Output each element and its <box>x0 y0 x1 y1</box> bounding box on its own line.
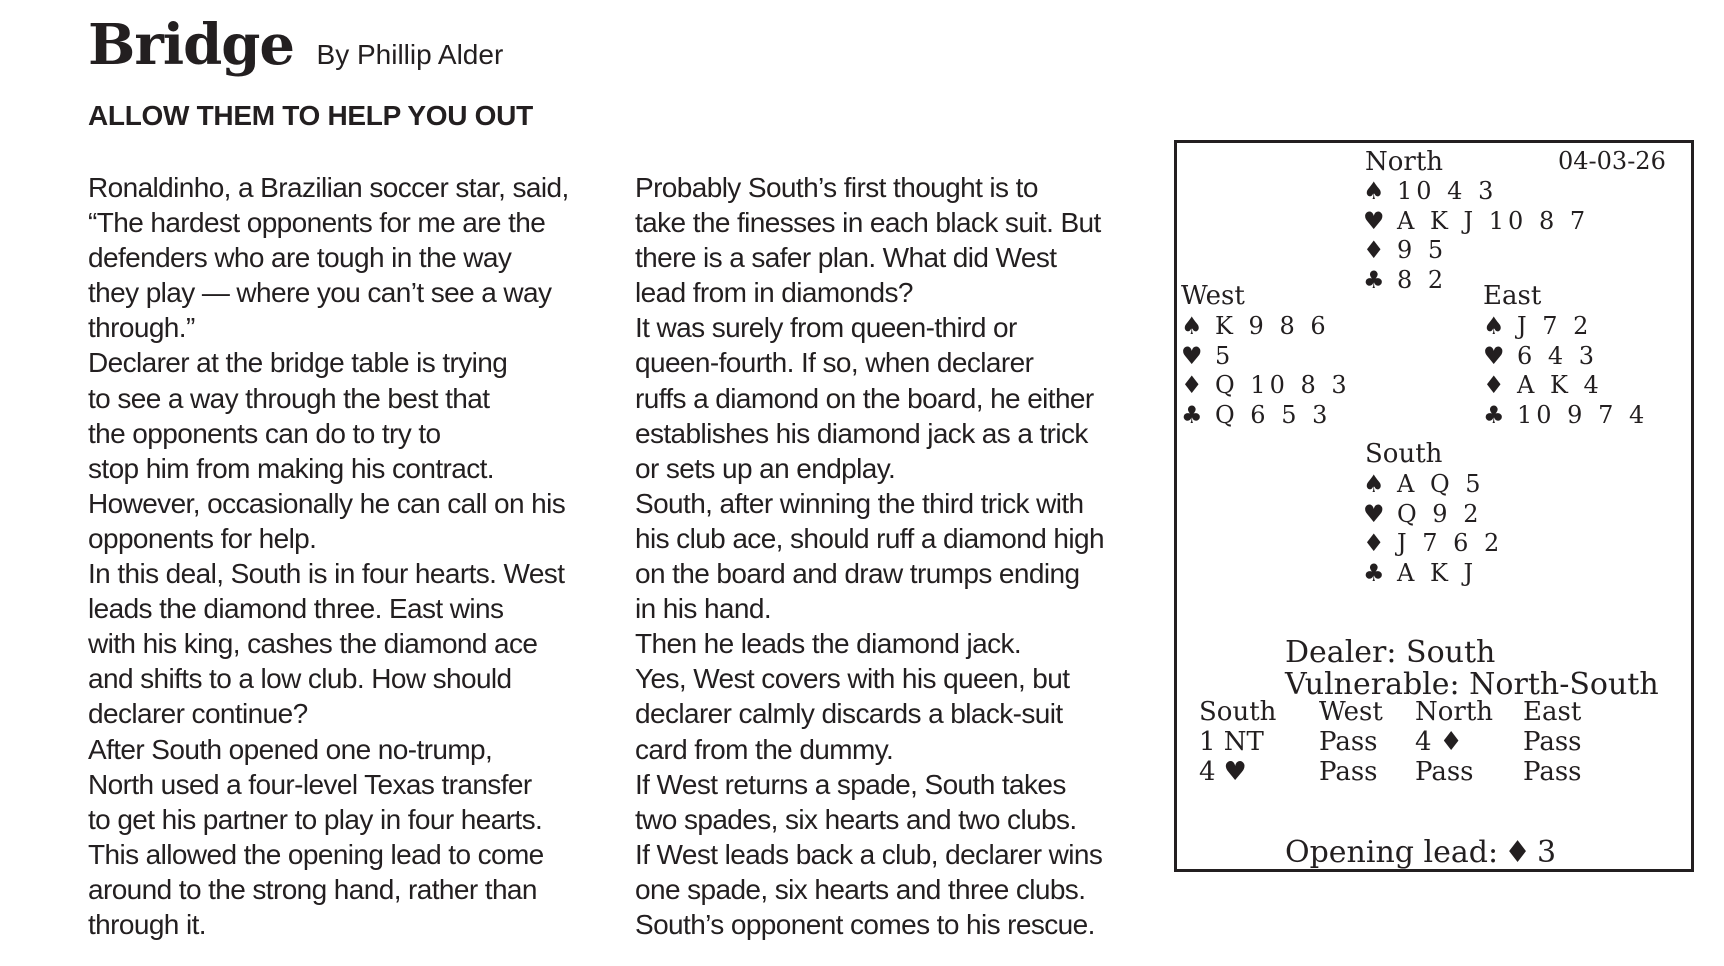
east-hearts-row <box>1483 341 1598 371</box>
dealer-info: Dealer: South <box>1285 635 1496 670</box>
bid-text: Pass <box>1319 757 1378 787</box>
auction-bid <box>1415 727 1463 757</box>
west-spades-row <box>1181 311 1330 341</box>
spade-suit-icon: ♠ <box>1363 177 1385 205</box>
column-title: Bridge <box>88 12 295 78</box>
text-line: around to the strong hand, rather than <box>88 873 537 905</box>
byline: By Phillip Alder <box>316 39 504 70</box>
text-line: lead from in diamonds? <box>635 277 913 309</box>
text-line: ruffs a diamond on the board, he either <box>635 382 1094 414</box>
east-diamonds-row <box>1483 370 1603 400</box>
diamond-suit-icon: ♦ <box>1504 835 1531 870</box>
deal-date: 04-03-26 <box>1558 147 1666 175</box>
auction-bid <box>1523 757 1582 787</box>
auction-header: North <box>1415 697 1494 727</box>
text-line: “The hardest opponents for me are the <box>88 207 546 239</box>
auction-bid <box>1199 727 1264 757</box>
text-line: two spades, six hearts and two clubs. <box>635 803 1077 835</box>
south-diamonds-cards: J 7 6 2 <box>1397 529 1504 557</box>
text-line: to get his partner to play in four hearts. <box>88 803 543 835</box>
auction-bid <box>1523 727 1582 757</box>
north-diamonds-cards: 9 5 <box>1397 236 1448 264</box>
west-diamonds-cards: Q 10 8 3 <box>1215 371 1351 399</box>
vulnerability-info: Vulnerable: North-South <box>1285 667 1659 702</box>
club-suit-icon: ♣ <box>1181 400 1203 429</box>
heart-suit-icon: ♥ <box>1223 757 1247 787</box>
text-line: Declarer at the bridge table is trying <box>88 347 508 379</box>
east-diamonds-cards: A K 4 <box>1517 371 1603 399</box>
text-line: leads the diamond three. East wins <box>88 593 504 625</box>
text-line: declarer continue? <box>88 698 308 730</box>
text-line: on the board and draw trumps ending <box>635 558 1080 590</box>
north-hearts-cards: A K J 10 8 7 <box>1397 206 1590 235</box>
east-spades-row <box>1483 311 1592 341</box>
south-diamonds-row <box>1363 528 1503 558</box>
west-label: West <box>1181 281 1245 311</box>
club-suit-icon: ♣ <box>1483 400 1505 429</box>
article-column-2 <box>635 170 1155 942</box>
west-hearts-cards: 5 <box>1215 341 1235 370</box>
text-line: It was surely from queen-third or <box>635 312 1017 344</box>
text-line: defenders who are tough in the way <box>88 242 512 274</box>
text-line: South, after winning the third trick with <box>635 487 1084 519</box>
west-clubs-row <box>1181 400 1331 430</box>
west-hearts-row <box>1181 341 1234 371</box>
north-spades-cards: 10 4 3 <box>1397 177 1498 205</box>
opening-lead-card: 3 <box>1536 835 1557 870</box>
bridge-deal-diagram <box>1174 140 1694 872</box>
south-clubs-cards: A K J <box>1397 558 1478 587</box>
bid-text: Pass <box>1523 757 1582 787</box>
north-clubs-cards: 8 2 <box>1397 265 1448 294</box>
opening-lead-label: Opening lead: <box>1285 835 1499 870</box>
text-line: However, occasionally he can call on his <box>88 487 566 519</box>
heart-suit-icon: ♥ <box>1363 206 1385 235</box>
text-line: South’s opponent comes to his rescue. <box>635 908 1095 940</box>
heart-suit-icon: ♥ <box>1363 499 1385 528</box>
text-line: This allowed the opening lead to come <box>88 838 544 870</box>
auction-bid <box>1415 757 1474 787</box>
headline: ALLOW THEM TO HELP YOU OUT <box>88 100 533 131</box>
text-line: his club ace, should ruff a diamond high <box>635 522 1104 554</box>
east-clubs-row <box>1483 400 1648 430</box>
text-line: through.” <box>88 312 195 344</box>
bid-text: 4 <box>1199 757 1216 787</box>
diamond-suit-icon: ♦ <box>1363 529 1385 557</box>
text-line: card from the dummy. <box>635 733 894 765</box>
text-line: Then he leads the diamond jack. <box>635 628 1022 660</box>
text-line: stop him from making his contract. <box>88 452 494 484</box>
south-spades-row <box>1363 469 1485 499</box>
auction-bid <box>1199 757 1247 787</box>
heart-suit-icon: ♥ <box>1483 341 1505 370</box>
auction-header: West <box>1319 697 1383 727</box>
text-line: If West returns a spade, South takes <box>635 768 1066 800</box>
south-spades-cards: A Q 5 <box>1397 470 1485 498</box>
opening-lead <box>1285 835 1556 870</box>
bid-text: Pass <box>1319 727 1378 757</box>
east-label: East <box>1483 281 1542 311</box>
text-line: Yes, West covers with his queen, but <box>635 663 1070 695</box>
south-clubs-row <box>1363 558 1477 588</box>
text-line: North used a four-level Texas transfer <box>88 768 532 800</box>
text-line: If West leads back a club, declarer wins <box>635 838 1103 870</box>
text-line: to see a way through the best that <box>88 382 490 414</box>
text-line: one spade, six hearts and three clubs. <box>635 873 1086 905</box>
south-label: South <box>1365 439 1443 469</box>
west-spades-cards: K 9 8 6 <box>1215 312 1330 340</box>
text-line: they play — where you can’t see a way <box>88 277 552 309</box>
text-line: Ronaldinho, a Brazilian soccer star, said, <box>88 172 569 203</box>
spade-suit-icon: ♠ <box>1363 470 1385 498</box>
text-line: and shifts to a low club. How should <box>88 663 512 695</box>
north-spades-row <box>1363 176 1497 206</box>
heart-suit-icon: ♥ <box>1181 341 1203 370</box>
auction-bid <box>1319 727 1378 757</box>
bid-text: 4 <box>1415 727 1432 757</box>
north-hearts-row <box>1363 206 1589 236</box>
diamond-suit-icon: ♦ <box>1363 236 1385 264</box>
bid-text: 1 NT <box>1199 727 1264 757</box>
article-column-1 <box>88 170 608 942</box>
text-line: or sets up an endplay. <box>635 452 896 484</box>
bid-text: Pass <box>1523 727 1582 757</box>
north-diamonds-row <box>1363 235 1447 265</box>
text-line: queen-fourth. If so, when declarer <box>635 347 1034 379</box>
auction-bid <box>1319 757 1378 787</box>
masthead <box>88 12 503 78</box>
club-suit-icon: ♣ <box>1363 558 1385 587</box>
text-line: in his hand. <box>635 593 772 625</box>
bid-text: Pass <box>1415 757 1474 787</box>
diamond-suit-icon: ♦ <box>1483 371 1505 399</box>
text-line: In this deal, South is in four hearts. West <box>88 558 565 590</box>
text-line: After South opened one no-trump, <box>88 733 493 765</box>
auction-header: East <box>1523 697 1582 727</box>
east-spades-cards: J 7 2 <box>1517 312 1593 340</box>
auction-header: South <box>1199 697 1277 727</box>
text-line: opponents for help. <box>88 522 317 554</box>
text-line: take the finesses in each black suit. But <box>635 207 1101 239</box>
south-hearts-cards: Q 9 2 <box>1397 499 1483 528</box>
text-line: declarer calmly discards a black-suit <box>635 698 1063 730</box>
text-line: establishes his diamond jack as a trick <box>635 417 1088 449</box>
west-clubs-cards: Q 6 5 3 <box>1215 400 1332 429</box>
spade-suit-icon: ♠ <box>1483 312 1505 340</box>
east-clubs-cards: 10 9 7 4 <box>1517 400 1649 429</box>
west-diamonds-row <box>1181 370 1351 400</box>
south-hearts-row <box>1363 499 1482 529</box>
text-line: Probably South’s first thought is to <box>635 172 1038 203</box>
north-clubs-row <box>1363 265 1447 295</box>
text-line: there is a safer plan. What did West <box>635 242 1057 274</box>
east-hearts-cards: 6 4 3 <box>1517 341 1599 370</box>
north-label: North <box>1365 147 1444 177</box>
text-line: through it. <box>88 908 206 940</box>
club-suit-icon: ♣ <box>1363 265 1385 294</box>
text-line: with his king, cashes the diamond ace <box>88 628 538 660</box>
spade-suit-icon: ♠ <box>1181 312 1203 340</box>
diamond-suit-icon: ♦ <box>1181 371 1203 399</box>
diamond-suit-icon: ♦ <box>1439 727 1463 757</box>
text-line: the opponents can do to try to <box>88 417 441 449</box>
